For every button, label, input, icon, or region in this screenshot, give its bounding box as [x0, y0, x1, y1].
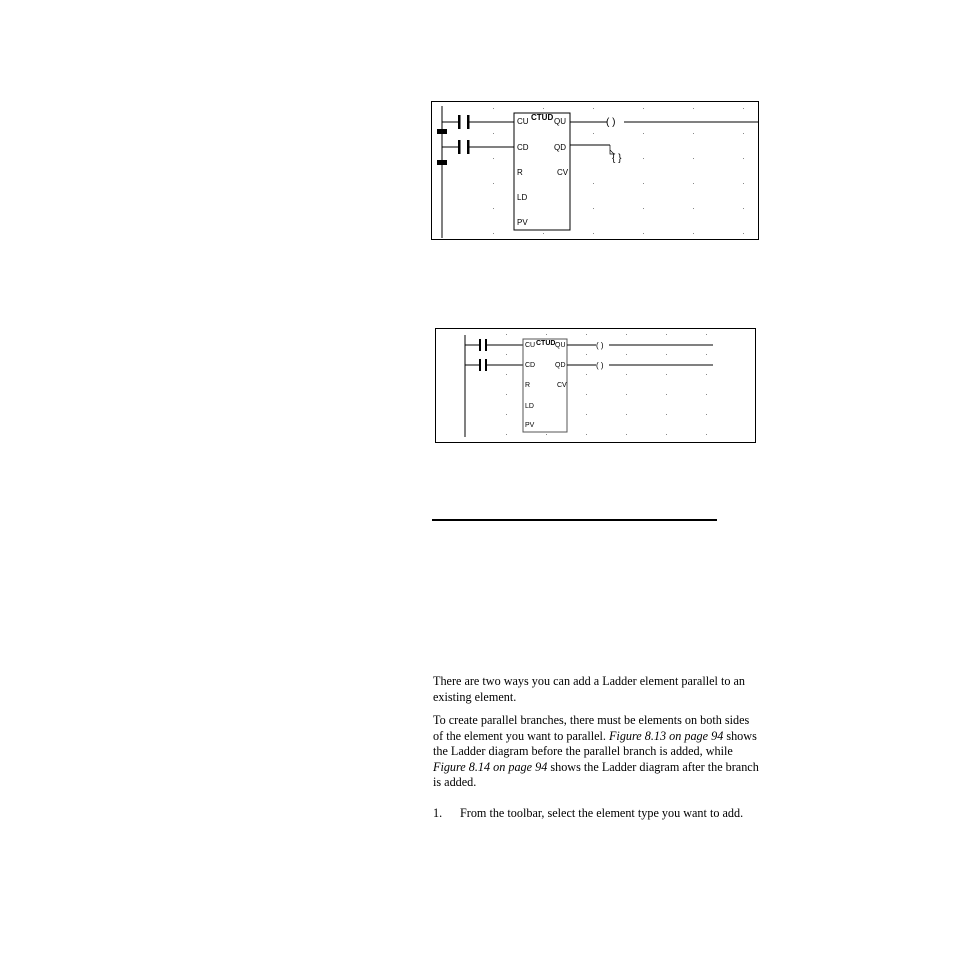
input-cd: CD	[525, 362, 536, 369]
section-rule	[432, 519, 717, 521]
ladder-diagram-before	[432, 102, 758, 239]
paragraph-intro	[433, 674, 759, 705]
paragraph-text: To create parallel branches, there must be elements on both sides of the element you want to parallel.	[433, 713, 750, 743]
coil-icon: ( )	[596, 361, 604, 370]
contact-icon	[458, 140, 461, 154]
figure-reference-link[interactable]: Figure 8.13 on page 94	[608, 728, 724, 743]
ladder-figure-before	[431, 101, 759, 240]
output-qu: QU	[555, 342, 566, 349]
block-title: CTUD	[531, 113, 554, 122]
input-cu: CU	[517, 117, 529, 126]
step-item	[433, 806, 759, 822]
input-ld: LD	[525, 403, 534, 410]
block-title: CTUD	[536, 340, 556, 347]
pending-coil-icon: { }	[612, 153, 622, 164]
step-number: 1.	[433, 806, 443, 820]
input-cd: CD	[517, 143, 529, 152]
paragraph-parallel	[433, 713, 759, 791]
output-qd: QD	[555, 362, 566, 369]
rail-marker	[437, 160, 447, 165]
ladder-diagram-after	[436, 329, 755, 442]
coil-icon: ( )	[596, 341, 604, 350]
paragraph-intro-text: There are two ways you can add a Ladder element parallel to an existing element.	[433, 674, 745, 704]
paragraph-text: shows the Ladder diagram before the parallel branch is added, while	[433, 728, 757, 758]
output-qu: QU	[554, 117, 566, 126]
paragraph-text: shows the Ladder diagram after the branch is added.	[433, 759, 759, 789]
rail-marker	[437, 129, 447, 134]
input-r: R	[517, 168, 523, 177]
contact-icon	[479, 339, 481, 351]
contact-icon	[479, 359, 481, 371]
output-qd: QD	[554, 143, 566, 152]
input-pv: PV	[517, 218, 528, 227]
figure-reference-link[interactable]: Figure 8.14 on page 94	[433, 759, 548, 774]
input-pv: PV	[525, 422, 535, 429]
input-cu: CU	[525, 342, 536, 349]
ladder-figure-after	[435, 328, 756, 443]
input-ld: LD	[517, 193, 528, 202]
input-r: R	[525, 382, 531, 389]
coil-icon: ( )	[606, 117, 616, 128]
output-cv: CV	[557, 382, 567, 389]
contact-icon	[458, 115, 461, 129]
step-text: From the toolbar, select the element type you want to add.	[460, 806, 744, 820]
output-cv: CV	[557, 168, 569, 177]
